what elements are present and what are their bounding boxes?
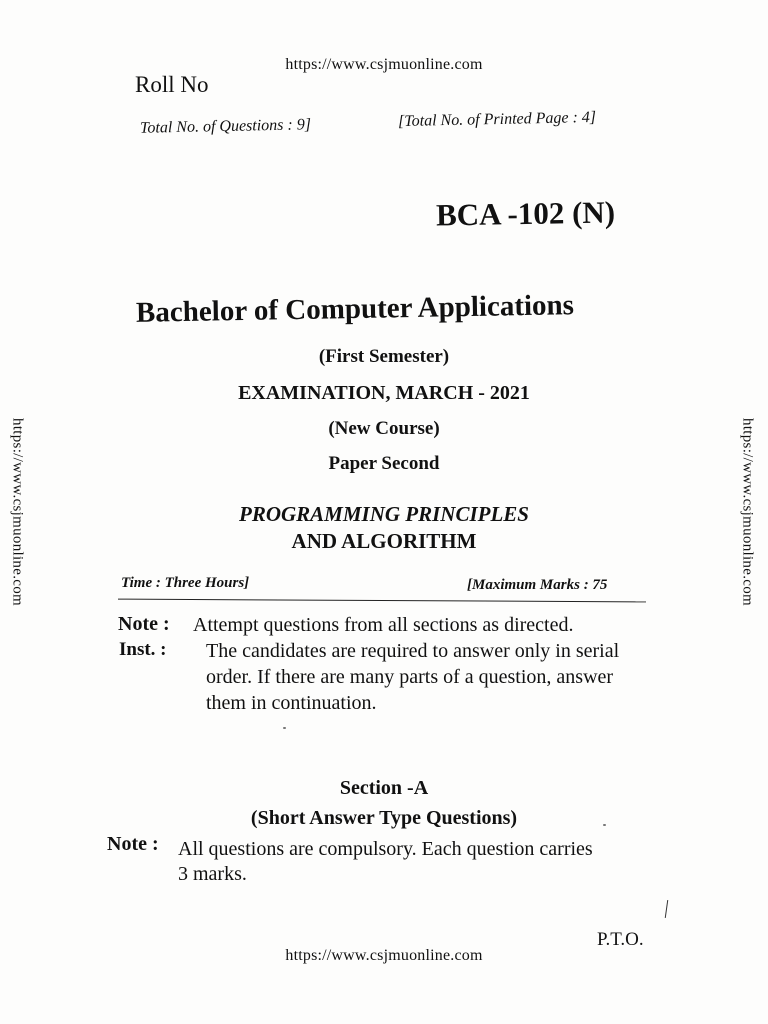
section-note-line: 3 marks. — [178, 863, 247, 885]
subject-title-line-2: AND ALGORITHM — [291, 529, 477, 553]
exam-duration: Time : Three Hours] — [121, 575, 250, 591]
instruction-line: The candidates are required to answer only in serial — [206, 640, 620, 662]
course-type: (New Course) — [328, 418, 440, 439]
examination-title: EXAMINATION, MARCH - 2021 — [238, 382, 530, 404]
side-watermark-right: https://www.csjmuonline.com — [739, 418, 756, 606]
section-title: Section -A — [339, 777, 429, 799]
section-note-label: Note : — [107, 833, 159, 855]
section-note-line: All questions are compulsory. Each question carries — [178, 838, 593, 860]
please-turn-over: P.T.O. — [597, 929, 644, 950]
total-printed-pages: [Total No. of Printed Page : 4] — [397, 108, 597, 131]
roll-number-label: Roll No — [135, 72, 209, 97]
instruction-line: them in continuation. — [206, 692, 377, 714]
footer-url[interactable]: https://www.csjmuonline.com — [285, 947, 483, 964]
instruction-line: order. If there are many parts of a question, answer — [206, 666, 614, 688]
header-url[interactable]: https://www.csjmuonline.com — [285, 56, 483, 73]
side-watermark-left: https://www.csjmuonline.com — [9, 418, 26, 606]
instruction-label: Inst. : — [119, 639, 167, 660]
subject-title-line-1: PROGRAMMING PRINCIPLES — [239, 502, 529, 526]
pen-mark — [665, 900, 668, 918]
total-questions: Total No. of Questions : 9] — [139, 116, 312, 137]
paper-number: Paper Second — [328, 453, 440, 474]
note-text: Attempt questions from all sections as directed. — [193, 614, 574, 636]
section-subtitle: (Short Answer Type Questions) — [250, 807, 518, 829]
scan-speck — [283, 727, 286, 729]
maximum-marks: [Maximum Marks : 75 — [467, 577, 608, 593]
course-title: Bachelor of Computer Applications — [135, 289, 575, 329]
header-divider — [118, 599, 646, 603]
semester: (First Semester) — [318, 346, 450, 367]
note-label: Note : — [118, 613, 170, 635]
paper-code: BCA -102 (N) — [435, 194, 616, 233]
